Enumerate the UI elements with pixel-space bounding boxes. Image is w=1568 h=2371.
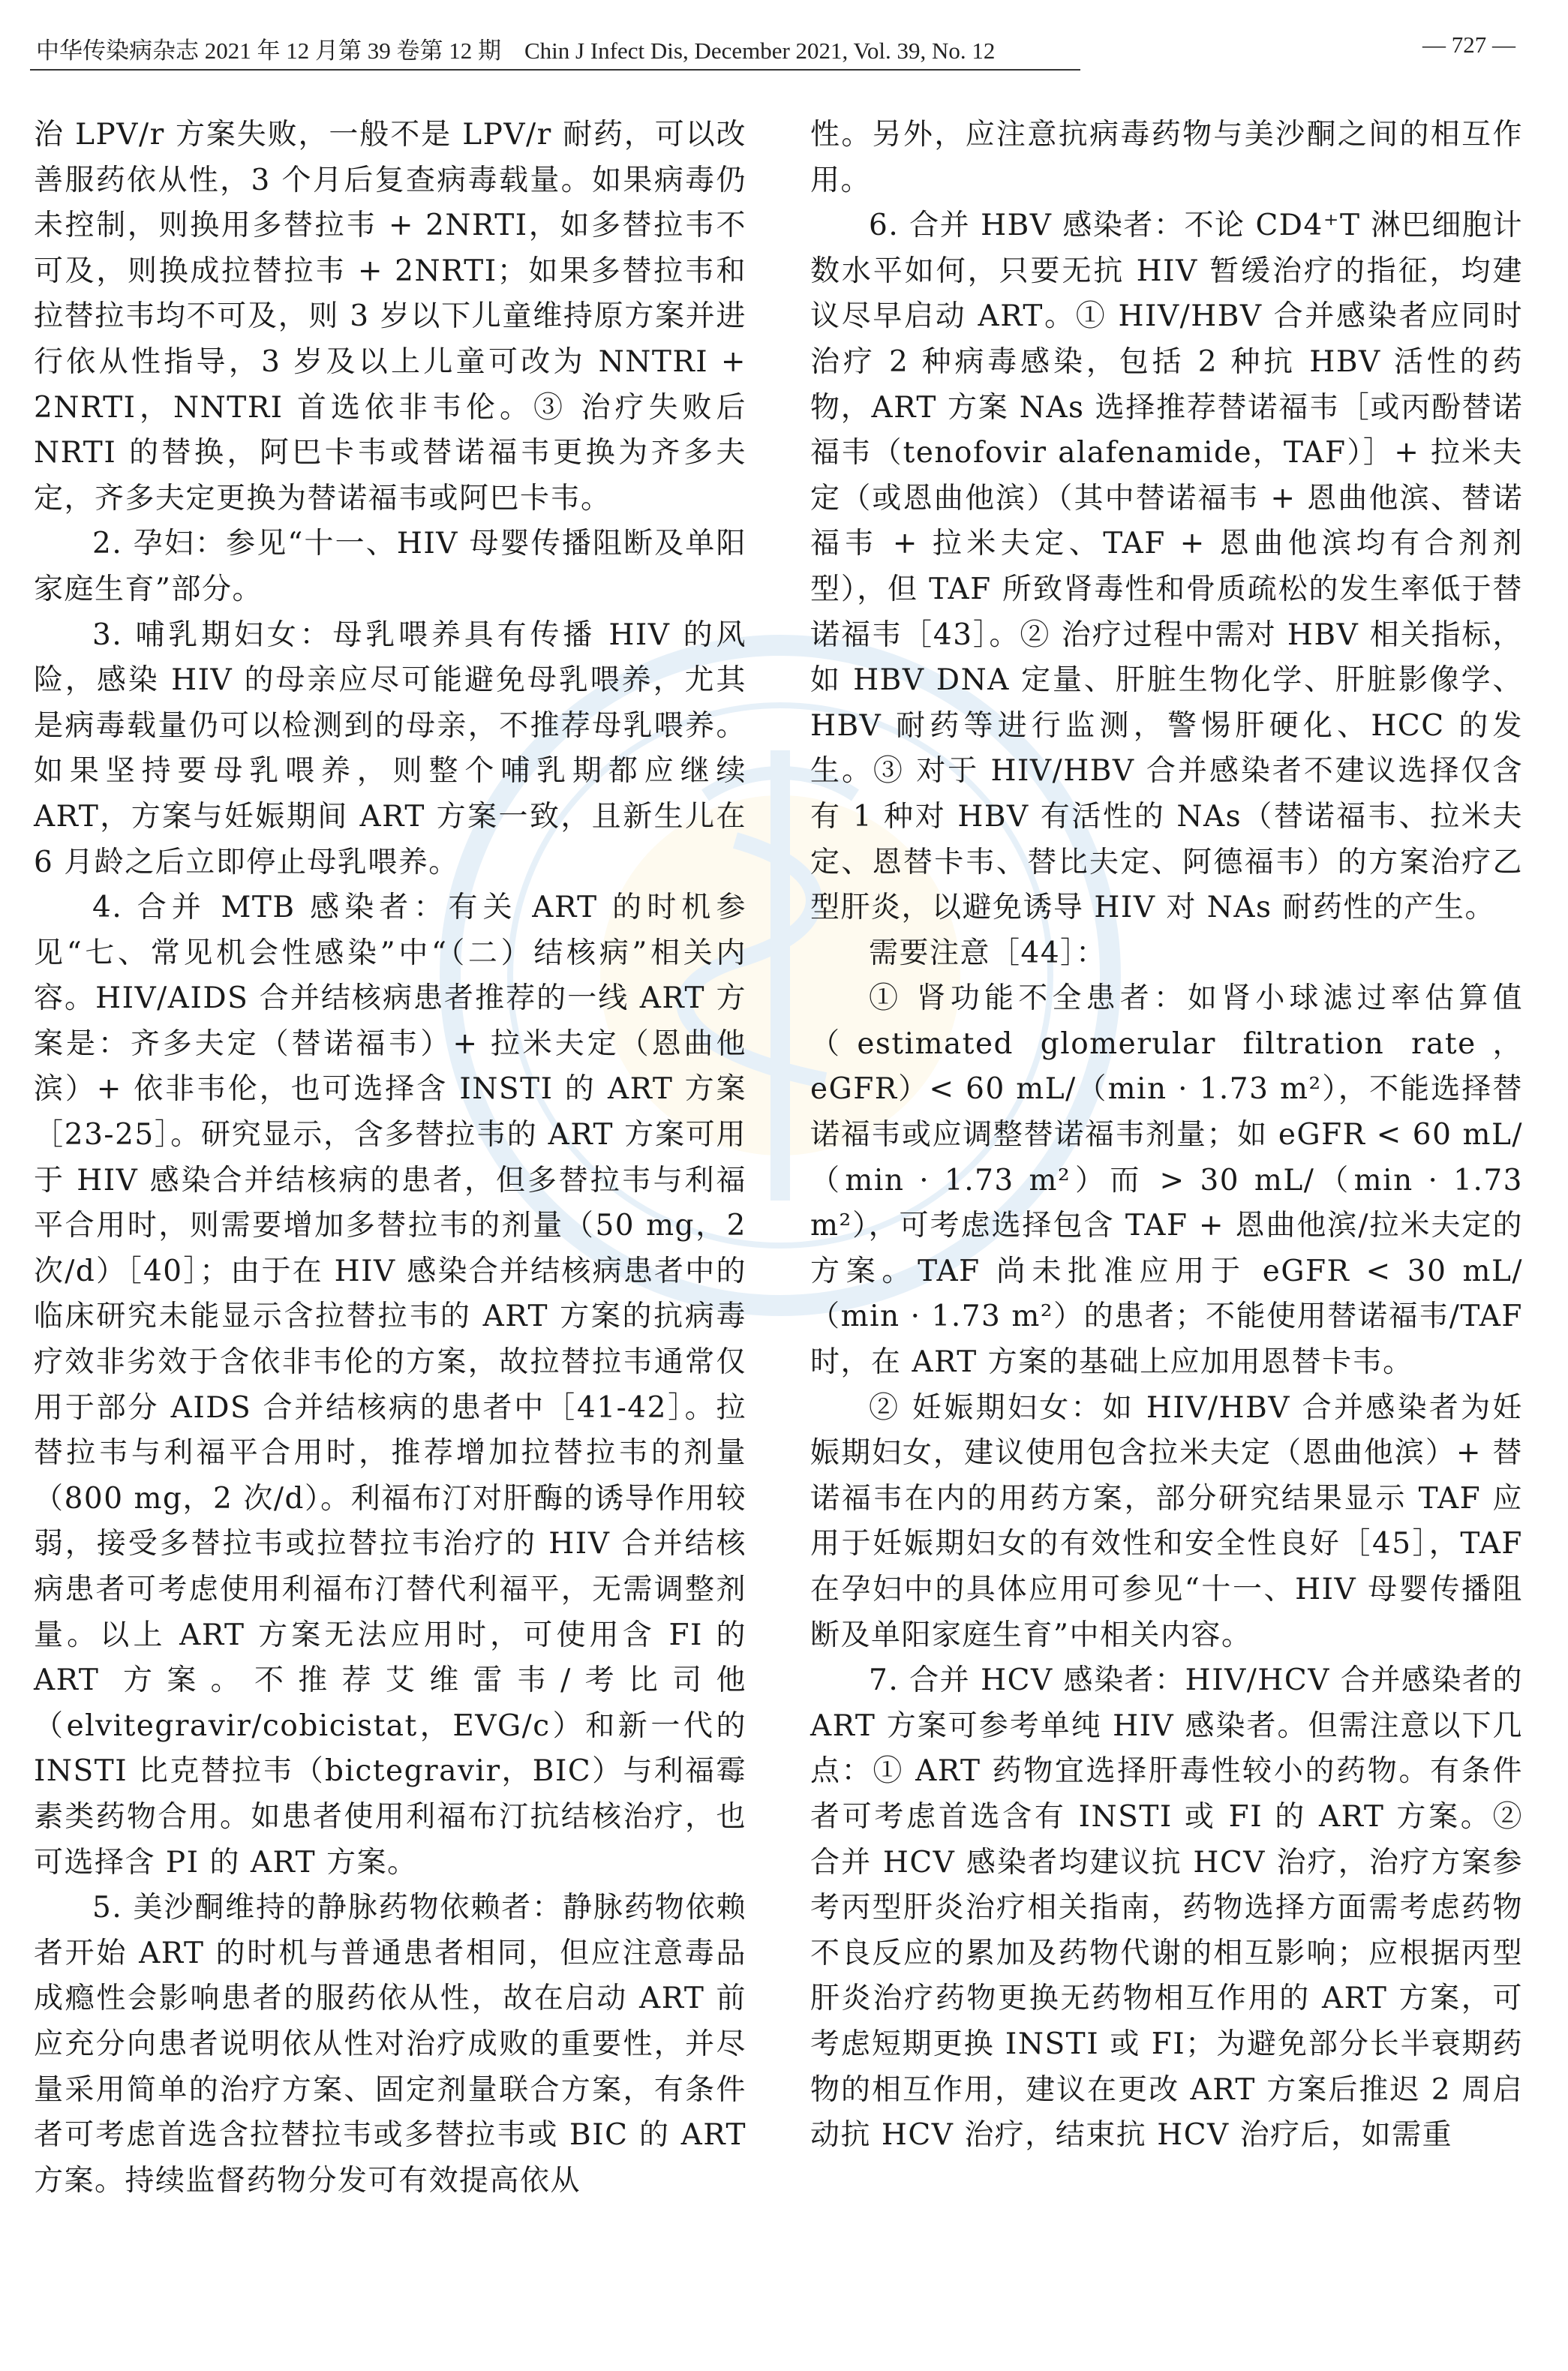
page-number: — 727 — [1422,32,1515,58]
paragraph: ② 妊娠期妇女：如 HIV/HBV 合并感染者为妊娠期妇女，建议使用包含拉米夫定（恩曲他滨）+ 替诺福韦在内的用药方案，部分研究结果显示 TAF 应用于妊娠期妇女的有效性和安全性良好［45］，TAF 在孕妇中的具体应用可参见“十一、HIV 母婴传播阻断及单阳家庭生育”中相关内容。 [810,1390,1523,1652]
running-header [30,27,1538,69]
paragraph: 3. 哺乳期妇女：母乳喂养具有传播 HIV 的风险，感染 HIV 的母亲应尽可能避免母乳喂养，尤其是病毒载量仍可以检测到的母亲，不推荐母乳喂养。如果坚持要母乳喂养，则整个哺乳期都应继续 ART，方案与妊娠期间 ART 方案一致，且新生儿在 6 月龄之后立即停止母乳喂养。 [34,618,746,879]
paragraph: 治 LPV/r 方案失败，一般不是 LPV/r 耐药，可以改善服药依从性，3 个月后复查病毒载量。如果病毒仍未控制，则换用多替拉韦 + 2NRTI，如多替拉韦不可及，则换成拉替拉韦 + 2NRTI；如果多替拉韦和拉替拉韦均不可及，则 3 岁以下儿童维持原方案并进行依从性指导，3 岁及以上儿童可改为 NNTRI + 2NRTI，NNTRI 首选依非韦伦。③ 治疗失败后 NRTI 的替换，阿巴卡韦或替诺福韦更换为齐多夫定，齐多夫定更换为替诺福韦或阿巴卡韦。 [34,118,746,515]
paragraph: 6. 合并 HBV 感染者：不论 CD4⁺T 淋巴细胞计数水平如何，只要无抗 HIV 暂缓治疗的指征，均建议尽早启动 ART。① HIV/HBV 合并感染者应同时治疗 2 种病毒感染，包括 2 种抗 HBV 活性的药物，ART 方案 NAs 选择推荐替诺福韦［或丙酚替诺福韦（tenofovir alafenamide，TAF）］+ 拉米夫定（或恩曲他滨）（其中替诺福韦 + 恩曲他滨、替诺福韦 + 拉米夫定、TAF + 恩曲他滨均有合剂剂型），但 TAF 所致肾毒性和骨质疏松的发生率低于替诺福韦［43］。② 治疗过程中需对 HBV 相关指标，如 HBV DNA 定量、肝脏生物化学、肝脏影像学、HBV 耐药等进行监测，警惕肝硬化、HCC 的发生。③ 对于 HIV/HBV 合并感染者不建议选择仅含有 1 种对 HBV 有活性的 NAs（替诺福韦、拉米夫定、恩替卡韦、替比夫定、阿德福韦）的方案治疗乙型肝炎，以避免诱导 HIV 对 NAs 耐药性的产生。 [810,209,1523,925]
paragraph: 7. 合并 HCV 感染者：HIV/HCV 合并感染者的 ART 方案可参考单纯 HIV 感染者。但需注意以下几点：① ART 药物宜选择肝毒性较小的药物。有条件者可考虑首选含有 INSTI 或 FI 的 ART 方案。② 合并 HCV 感染者均建议抗 HCV 治疗，治疗方案参考丙型肝炎治疗相关指南，药物选择方面需考虑药物不良反应的累加及药物代谢的相互影响；应根据丙型肝炎治疗药物更换无药物相互作用的 ART 方案，可考虑短期更换 INSTI 或 FI；为避免部分长半衰期药物的相互作用，建议在更改 ART 方案后推迟 2 周启动抗 HCV 治疗，结束抗 HCV 治疗后，如需重 [810,1663,1523,2153]
paragraph: 需要注意［44］： [869,936,1107,970]
paragraph: 性。另外，应注意抗病毒药物与美沙酮之间的相互作用。 [810,118,1523,197]
header-rule [30,69,1080,71]
paragraph: 4. 合并 MTB 感染者：有关 ART 的时机参见“七、常见机会性感染”中“（二）结核病”相关内容。HIV/AIDS 合并结核病患者推荐的一线 ART 方案是：齐多夫定（替诺福韦）+ 拉米夫定（恩曲他滨）+ 依非韦伦，也可选择含 INSTI 的 ART 方案［23-25］。研究显示，含多替拉韦的 ART 方案可用于 HIV 感染合并结核病的患者，但多替拉韦与利福平合用时，则需要增加多替拉韦的剂量（50 mg，2 次/d）［40］；由于在 HIV 感染合并结核病患者中的临床研究未能显示含拉替拉韦的 ART 方案的抗病毒疗效非劣效于含依非韦伦的方案，故拉替拉韦通常仅用于部分 AIDS 合并结核病的患者中［41-42］。拉替拉韦与利福平合用时，推荐增加拉替拉韦的剂量（800 mg，2 次/d）。利福布汀对肝酶的诱导作用较弱，接受多替拉韦或拉替拉韦治疗的 HIV 合并结核病患者可考虑使用利福布汀替代利福平，无需调整剂量。以上 ART 方案无法应用时，可使用含 FI 的 ART 方案。不推荐艾维雷韦/考比司他（elvitegravir/cobicistat，EVG/c）和新一代的 INSTI 比克替拉韦（bictegravir，BIC）与利福霉素类药物合用。如患者使用利福布汀抗结核治疗，也可选择含 PI 的 ART 方案。 [34,891,746,1880]
paragraph: 2. 孕妇：参见“十一、HIV 母婴传播阻断及单阳家庭生育”部分。 [34,527,746,606]
paragraph: ① 肾功能不全患者：如肾小球滤过率估算值（estimated glomerular filtration rate，eGFR）< 60 mL/（min · 1.73 m²），不能选择替诺福韦或应调整替诺福韦剂量；如 eGFR < 60 mL/（min · 1.73 m²）而 > 30 mL/（min · 1.73 m²），可考虑选择包含 TAF + 恩曲他滨/拉米夫定的方案。TAF 尚未批准应用于 eGFR < 30 mL/（min · 1.73 m²）的患者；不能使用替诺福韦/TAF 时，在 ART 方案的基础上应加用恩替卡韦。 [810,981,1523,1380]
left-column [34,113,746,2204]
right-column [810,113,1523,2159]
journal-citation: 中华传染病杂志 2021 年 12 月第 39 卷第 12 期 Chin J Infect Dis, December 2021, Vol. 39, No. 12 [36,38,996,64]
paragraph: 5. 美沙酮维持的静脉药物依赖者：静脉药物依赖者开始 ART 的时机与普通患者相同，但应注意毒品成瘾性会影响患者的服药依从性，故在启动 ART 前应充分向患者说明依从性对治疗成败的重要性，并尽量采用简单的治疗方案、固定剂量联合方案，有条件者可考虑首选含拉替拉韦或多替拉韦或 BIC 的 ART 方案。持续监督药物分发可有效提高依从 [34,1891,747,2198]
